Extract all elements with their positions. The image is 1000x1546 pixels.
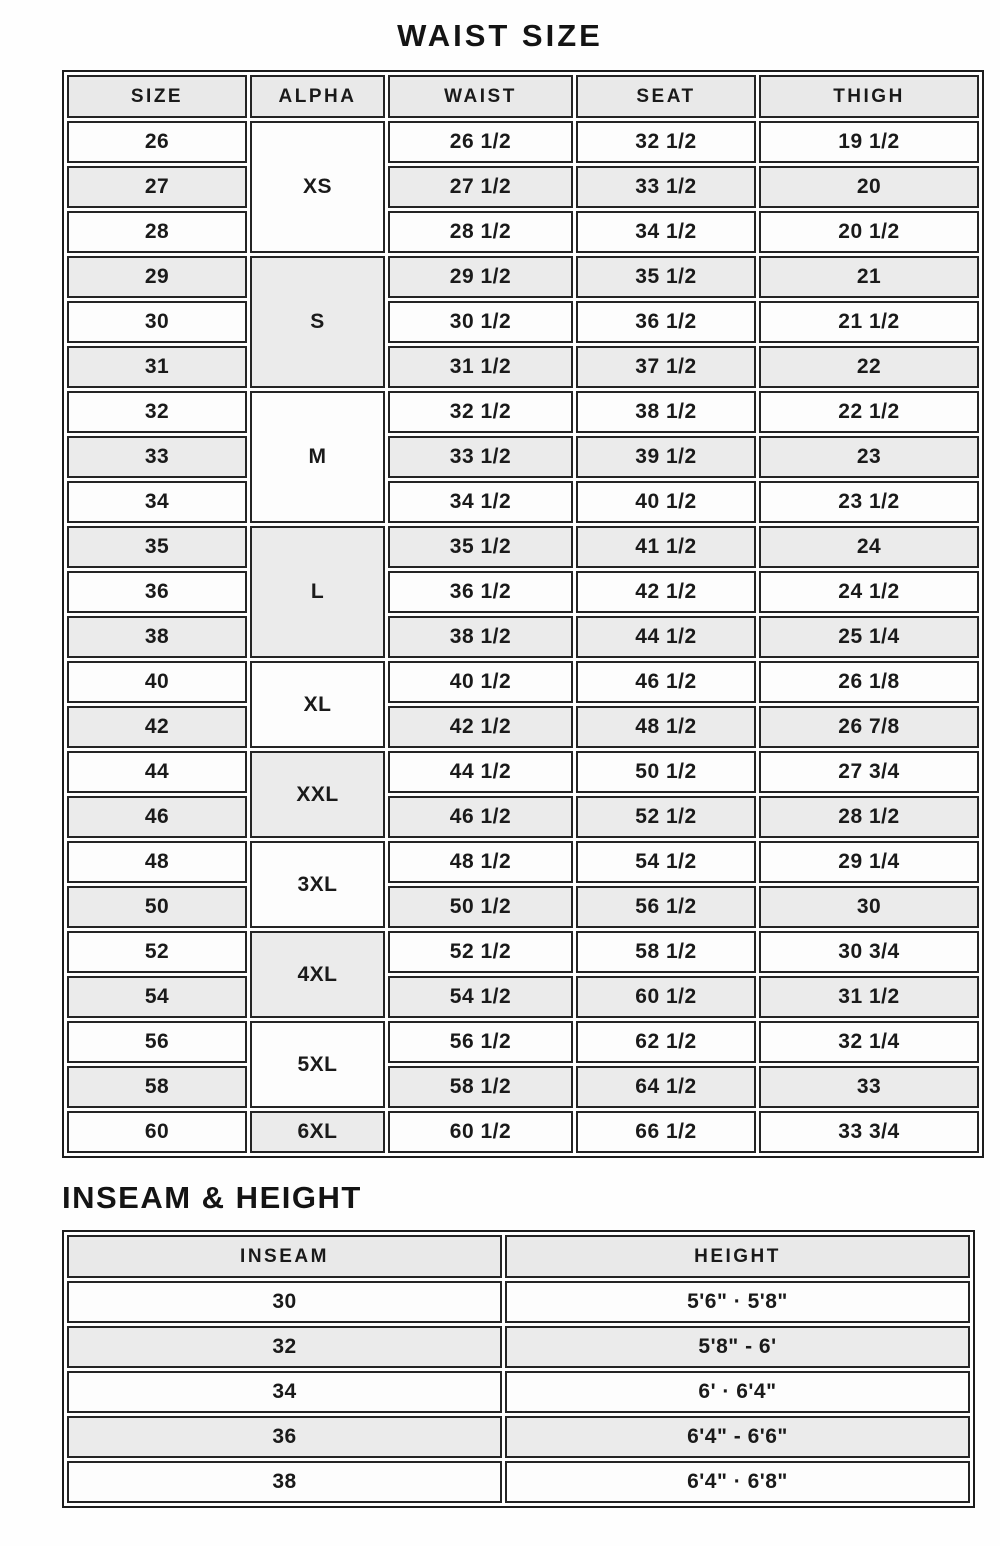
alpha-cell-5xl: 5XL: [250, 1021, 385, 1108]
size-cell: 56: [67, 1021, 247, 1063]
waist-table-row-44: [67, 751, 979, 793]
alpha-cell-xxl: XXL: [250, 751, 385, 838]
waist-table-row-50: [67, 886, 979, 928]
waist-size-title: WAIST SIZE: [397, 18, 603, 53]
thigh-cell: 27 3/4: [759, 751, 979, 793]
inseam-table-row-30: [67, 1281, 970, 1323]
waist-column-header-alpha: ALPHA: [250, 75, 385, 118]
waist-column-header-waist: WAIST: [388, 75, 573, 118]
seat-cell: 56 1/2: [576, 886, 756, 928]
inseam-header-row: [67, 1235, 970, 1278]
waist-column-header-seat: SEAT: [576, 75, 756, 118]
waist-table-row-35: [67, 526, 979, 568]
waist-cell: 34 1/2: [388, 481, 573, 523]
alpha-cell-xs: XS: [250, 121, 385, 253]
size-cell: 38: [67, 616, 247, 658]
size-cell: 28: [67, 211, 247, 253]
seat-cell: 54 1/2: [576, 841, 756, 883]
waist-cell: 50 1/2: [388, 886, 573, 928]
size-cell: 58: [67, 1066, 247, 1108]
seat-cell: 39 1/2: [576, 436, 756, 478]
thigh-cell: 21: [759, 256, 979, 298]
seat-cell: 32 1/2: [576, 121, 756, 163]
waist-cell: 35 1/2: [388, 526, 573, 568]
inseam-table-body: [67, 1281, 970, 1503]
inseam-height-table: [62, 1230, 975, 1508]
alpha-cell-s: S: [250, 256, 385, 388]
waist-table-row-40: [67, 661, 979, 703]
waist-cell: 32 1/2: [388, 391, 573, 433]
seat-cell: 36 1/2: [576, 301, 756, 343]
height-cell: 6' · 6'4": [505, 1371, 970, 1413]
thigh-cell: 20: [759, 166, 979, 208]
inseam-cell: 32: [67, 1326, 502, 1368]
size-cell: 29: [67, 256, 247, 298]
waist-table-row-60: [67, 1111, 979, 1153]
seat-cell: 33 1/2: [576, 166, 756, 208]
thigh-cell: 23 1/2: [759, 481, 979, 523]
seat-cell: 38 1/2: [576, 391, 756, 433]
waist-cell: 31 1/2: [388, 346, 573, 388]
alpha-cell-xl: XL: [250, 661, 385, 748]
thigh-cell: 21 1/2: [759, 301, 979, 343]
thigh-cell: 33: [759, 1066, 979, 1108]
waist-size-table: [62, 70, 984, 1158]
waist-cell: 46 1/2: [388, 796, 573, 838]
thigh-cell: 30 3/4: [759, 931, 979, 973]
alpha-cell-6xl: 6XL: [250, 1111, 385, 1153]
thigh-cell: 32 1/4: [759, 1021, 979, 1063]
waist-cell: 30 1/2: [388, 301, 573, 343]
thigh-cell: 19 1/2: [759, 121, 979, 163]
inseam-table-row-38: [67, 1461, 970, 1503]
waist-table-row-54: [67, 976, 979, 1018]
waist-cell: 28 1/2: [388, 211, 573, 253]
size-cell: 46: [67, 796, 247, 838]
thigh-cell: 30: [759, 886, 979, 928]
thigh-cell: 26 1/8: [759, 661, 979, 703]
thigh-cell: 26 7/8: [759, 706, 979, 748]
inseam-table-row-32: [67, 1326, 970, 1368]
waist-table-row-32: [67, 391, 979, 433]
waist-cell: 54 1/2: [388, 976, 573, 1018]
waist-cell: 52 1/2: [388, 931, 573, 973]
waist-table-body: [67, 121, 979, 1153]
height-cell: 6'4" - 6'6": [505, 1416, 970, 1458]
waist-cell: 58 1/2: [388, 1066, 573, 1108]
alpha-cell-3xl: 3XL: [250, 841, 385, 928]
thigh-cell: 33 3/4: [759, 1111, 979, 1153]
seat-cell: 37 1/2: [576, 346, 756, 388]
size-cell: 34: [67, 481, 247, 523]
waist-cell: 36 1/2: [388, 571, 573, 613]
waist-table-row-30: [67, 301, 979, 343]
size-cell: 52: [67, 931, 247, 973]
waist-cell: 29 1/2: [388, 256, 573, 298]
seat-cell: 41 1/2: [576, 526, 756, 568]
alpha-cell-4xl: 4XL: [250, 931, 385, 1018]
waist-table-row-58: [67, 1066, 979, 1108]
size-cell: 30: [67, 301, 247, 343]
thigh-cell: 24 1/2: [759, 571, 979, 613]
waist-table-row-42: [67, 706, 979, 748]
seat-cell: 60 1/2: [576, 976, 756, 1018]
seat-cell: 42 1/2: [576, 571, 756, 613]
height-cell: 5'6" · 5'8": [505, 1281, 970, 1323]
thigh-cell: 23: [759, 436, 979, 478]
seat-cell: 50 1/2: [576, 751, 756, 793]
size-cell: 35: [67, 526, 247, 568]
waist-table-row-46: [67, 796, 979, 838]
waist-cell: 33 1/2: [388, 436, 573, 478]
thigh-cell: 22: [759, 346, 979, 388]
waist-table-row-38: [67, 616, 979, 658]
inseam-column-header-height: HEIGHT: [505, 1235, 970, 1278]
seat-cell: 52 1/2: [576, 796, 756, 838]
thigh-cell: 25 1/4: [759, 616, 979, 658]
seat-cell: 44 1/2: [576, 616, 756, 658]
seat-cell: 46 1/2: [576, 661, 756, 703]
size-cell: 26: [67, 121, 247, 163]
seat-cell: 35 1/2: [576, 256, 756, 298]
waist-cell: 56 1/2: [388, 1021, 573, 1063]
size-cell: 44: [67, 751, 247, 793]
waist-cell: 26 1/2: [388, 121, 573, 163]
waist-table-row-28: [67, 211, 979, 253]
seat-cell: 66 1/2: [576, 1111, 756, 1153]
size-cell: 48: [67, 841, 247, 883]
waist-cell: 38 1/2: [388, 616, 573, 658]
waist-table-row-27: [67, 166, 979, 208]
waist-cell: 48 1/2: [388, 841, 573, 883]
inseam-cell: 34: [67, 1371, 502, 1413]
size-cell: 60: [67, 1111, 247, 1153]
thigh-cell: 29 1/4: [759, 841, 979, 883]
seat-cell: 58 1/2: [576, 931, 756, 973]
inseam-cell: 30: [67, 1281, 502, 1323]
alpha-cell-m: M: [250, 391, 385, 523]
height-cell: 5'8" - 6': [505, 1326, 970, 1368]
thigh-cell: 24: [759, 526, 979, 568]
inseam-cell: 36: [67, 1416, 502, 1458]
thigh-cell: 20 1/2: [759, 211, 979, 253]
waist-cell: 60 1/2: [388, 1111, 573, 1153]
waist-table-header: [67, 75, 979, 118]
size-cell: 50: [67, 886, 247, 928]
waist-table-row-36: [67, 571, 979, 613]
seat-cell: 62 1/2: [576, 1021, 756, 1063]
thigh-cell: 22 1/2: [759, 391, 979, 433]
thigh-cell: 31 1/2: [759, 976, 979, 1018]
size-cell: 54: [67, 976, 247, 1018]
waist-table-row-34: [67, 481, 979, 523]
thigh-cell: 28 1/2: [759, 796, 979, 838]
inseam-table-row-36: [67, 1416, 970, 1458]
waist-table-row-26: [67, 121, 979, 163]
inseam-table-header: [67, 1235, 970, 1278]
waist-cell: 40 1/2: [388, 661, 573, 703]
waist-cell: 27 1/2: [388, 166, 573, 208]
waist-cell: 44 1/2: [388, 751, 573, 793]
waist-table-row-31: [67, 346, 979, 388]
seat-cell: 40 1/2: [576, 481, 756, 523]
waist-header-row: [67, 75, 979, 118]
alpha-cell-l: L: [250, 526, 385, 658]
size-cell: 42: [67, 706, 247, 748]
inseam-column-header-inseam: INSEAM: [67, 1235, 502, 1278]
seat-cell: 34 1/2: [576, 211, 756, 253]
size-cell: 36: [67, 571, 247, 613]
waist-column-header-thigh: THIGH: [759, 75, 979, 118]
waist-table-row-29: [67, 256, 979, 298]
waist-table-row-52: [67, 931, 979, 973]
inseam-table-row-34: [67, 1371, 970, 1413]
waist-cell: 42 1/2: [388, 706, 573, 748]
waist-column-header-size: SIZE: [67, 75, 247, 118]
waist-table-row-56: [67, 1021, 979, 1063]
inseam-cell: 38: [67, 1461, 502, 1503]
size-cell: 33: [67, 436, 247, 478]
height-cell: 6'4" · 6'8": [505, 1461, 970, 1503]
seat-cell: 64 1/2: [576, 1066, 756, 1108]
size-cell: 31: [67, 346, 247, 388]
seat-cell: 48 1/2: [576, 706, 756, 748]
waist-table-row-48: [67, 841, 979, 883]
size-cell: 27: [67, 166, 247, 208]
size-cell: 40: [67, 661, 247, 703]
waist-table-row-33: [67, 436, 979, 478]
size-cell: 32: [67, 391, 247, 433]
inseam-height-title: INSEAM & HEIGHT: [62, 1180, 362, 1215]
